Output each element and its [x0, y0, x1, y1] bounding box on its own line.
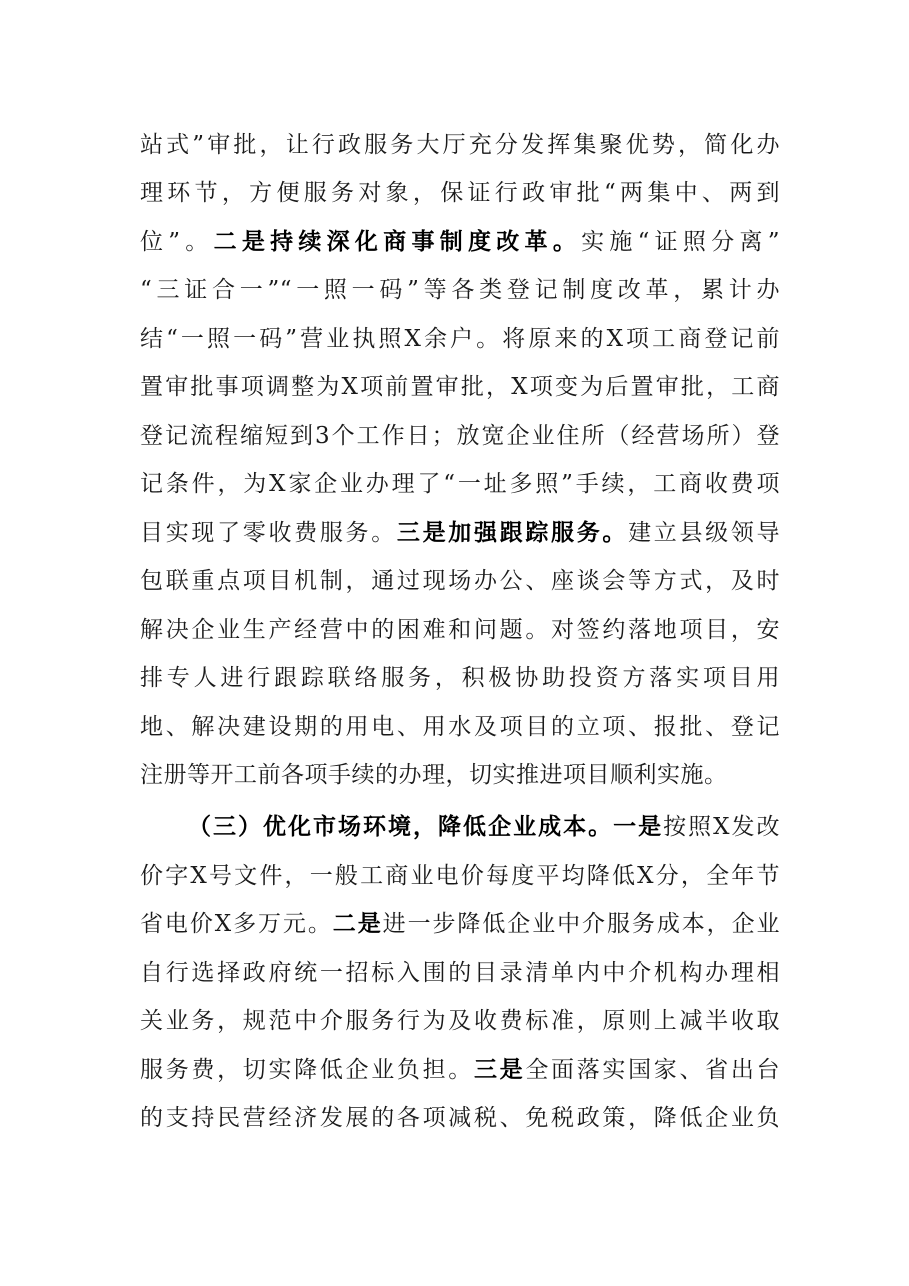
bold-heading-span: 一是	[613, 813, 664, 840]
text-span: 服务费，切实降低企业负担。	[140, 1057, 474, 1083]
text-span: 价字X号文件，一般工商业电价每度平均降低X分，全年节	[140, 863, 780, 889]
text-span: 理环节，方便服务对象，保证行政审批“两集中、两到	[140, 180, 780, 206]
paragraph-line	[140, 758, 780, 792]
paragraph-line	[140, 859, 780, 893]
text-span: 位”。	[140, 229, 214, 255]
text-span: 的支持民营经济发展的各项减税、免税政策，降低企业负	[140, 1105, 780, 1131]
paragraph-line	[140, 1053, 780, 1087]
paragraph-line	[140, 225, 780, 259]
text-span: 登记流程缩短到3个工作日；放宽企业住所（经营场所）登	[140, 423, 780, 449]
paragraph-line	[140, 1004, 780, 1038]
text-span: 全面落实国家、省出台	[525, 1057, 780, 1083]
bold-heading-span: 三是	[473, 1056, 526, 1083]
bold-heading-span: 二是持续深化商事制度改革。	[213, 228, 582, 255]
text-span: 按照X发改	[663, 814, 781, 840]
paragraph-line	[140, 467, 780, 501]
paragraph-line	[140, 710, 780, 744]
text-span: 记条件，为X家企业办理了“一址多照”手续，工商收费项	[140, 471, 780, 497]
bold-heading-span: （三）优化市场环境，降低企业成本。	[188, 813, 614, 840]
paragraph-line	[140, 564, 780, 598]
paragraph-line	[188, 810, 780, 844]
paragraph-line	[140, 661, 780, 695]
text-span: 目实现了零收费服务。	[140, 520, 397, 546]
text-span: 地、解决建设期的用电、用水及项目的立项、报批、登记	[140, 714, 780, 740]
paragraph-line	[140, 907, 780, 941]
text-span: 进一步降低企业中介服务成本，企业	[382, 911, 781, 937]
paragraph-line	[140, 322, 780, 356]
text-span: 站式”审批，让行政服务大厅充分发挥集聚优势，简化办	[140, 132, 780, 158]
text-span: 关业务，规范中介服务行为及收费标准，原则上减半收取	[140, 1008, 780, 1034]
paragraph-line	[140, 613, 780, 647]
paragraph-line	[140, 273, 780, 307]
paragraph-line	[140, 1101, 780, 1135]
text-span: 排专人进行跟踪联络服务，积极协助投资方落实项目用	[140, 665, 780, 691]
text-span: 置审批事项调整为X项前置审批，X项变为后置审批，工商	[140, 374, 780, 400]
text-span: 省电价X多万元。	[140, 911, 333, 937]
paragraph-line	[140, 516, 780, 550]
text-span: 建立县级领导	[628, 520, 780, 546]
text-span: 实施“证照分离”	[581, 229, 780, 255]
paragraph-line	[140, 956, 780, 990]
paragraph-line	[140, 176, 780, 210]
text-span: 自行选择政府统一招标入围的目录清单内中介机构办理相	[140, 960, 780, 986]
text-span: “三证合一”“一照一码”等各类登记制度改革，累计办	[140, 277, 780, 303]
text-span: 包联重点项目机制，通过现场办公、座谈会等方式，及时	[140, 568, 780, 594]
bold-heading-span: 三是加强跟踪服务。	[396, 519, 629, 546]
paragraph-line	[140, 419, 780, 453]
text-span: 解决企业生产经营中的困难和问题。对签约落地项目，安	[140, 617, 780, 643]
text-span: 结“一照一码”营业执照X余户。将原来的X项工商登记前	[140, 326, 780, 352]
text-span: 注册等开工前各项手续的办理，切实推进项目顺利实施。	[140, 762, 728, 788]
paragraph-line	[140, 370, 780, 404]
bold-heading-span: 二是	[332, 910, 383, 937]
paragraph-line	[140, 128, 780, 162]
